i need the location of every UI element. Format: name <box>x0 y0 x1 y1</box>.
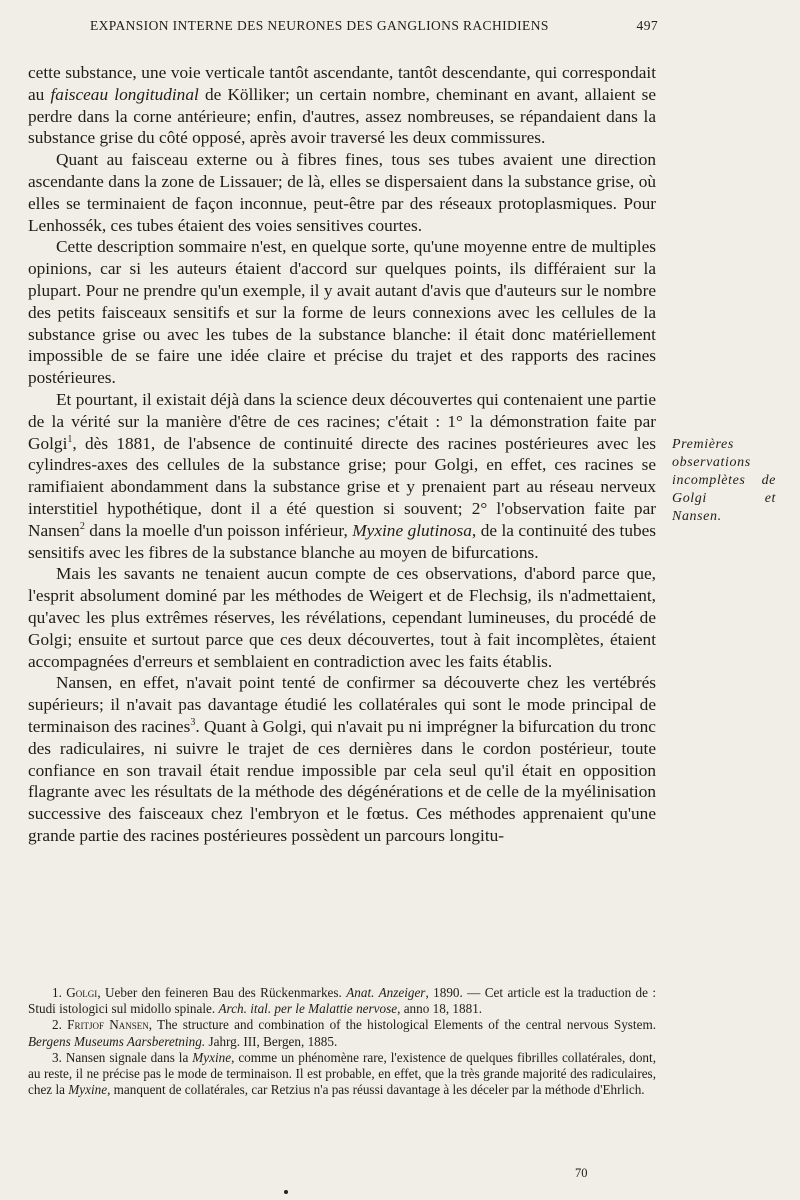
footnote-author: Fritjof Nansen <box>67 1017 149 1033</box>
footnote-number: 3. <box>52 1049 62 1065</box>
text-run: Nansen, en effet, n'avait point tenté de confirmer sa découverte chez les vertébrés supérieurs; il n'avait pas davantage étudié les collatérales qui sont le mode principal de terminaison des racines <box>28 673 656 736</box>
text-run: , de la continuité des tubes sensitifs avec les fibres de la substance blanche au moyen de bifurcations. <box>28 520 656 562</box>
text-run: . Quant à Golgi, qui n'avait pu ni imprégner la bifurcation du tronc des radiculaires, ni suivre le trajet de ces dernières dans le cordon postérieur, toute confiance en son travail était rendue impossible par cela seul qu'il était en opposition flagrante avec les résultats de la méthode des dégénérations et de celle de la myélinisation successive des faisceaux chez l'embryon et le fœtus. Ces méthodes apprenaient qu'une grande partie des racines postérieures possèdent un parcours longitu- <box>28 716 656 845</box>
italic-species: Myxine <box>192 1049 232 1065</box>
paragraph-2: Quant au faisceau externe ou à fibres fines, tous ses tubes avaient une direction ascendante dans la zone de Lissauer; de là, elles se dispersaient dans la substance grise, où elles se terminaient de façon inconnue, peut-être par des réseaux protoplasmiques. Pour Lenhossék, ces tubes étaient des voies sensitives courtes. <box>28 150 656 235</box>
text-run: , manquent de collatérales, car Retzius n'a pas réussi davantage à les déceler par la méthode d'Ehrlich. <box>107 1082 645 1098</box>
footnote-number: 1. <box>52 985 62 1000</box>
paragraph-3: Cette description sommaire n'est, en quelque sorte, qu'une moyenne entre de multiples opinions, car si les auteurs étaient d'accord sur quelques points, ils différaient sur la plupart. Pour ne prendre qu'un exemple, il y avait autant d'avis que d'auteurs sur le nombre des petits faisceaux sensitifs et sur la forme de leurs connexions avec les cellules de la substance grise ou avec les tubes de la substance blanche: il était donc matériellement impossible de se faire une idée claire et précise du trajet et des rapports des racines postérieures. <box>28 237 656 388</box>
journal-title: Arch. ital. per le Malattie nervose <box>218 1001 398 1017</box>
journal-title: Bergens Museums Aarsberetning. <box>28 1033 206 1049</box>
footnote-ref-2: 2 <box>79 520 85 532</box>
footnote-1 <box>28 985 656 1017</box>
footnote-author: Golgi <box>66 985 98 1000</box>
main-text <box>28 62 656 847</box>
journal-title: Anat. Anzeiger <box>346 985 426 1000</box>
footnote-ref-1: 1 <box>67 433 73 445</box>
text-run: Jahrg. III, Bergen, 1885. <box>205 1033 338 1049</box>
footnote-ref-3: 3 <box>190 717 196 729</box>
text-run: , anno 18, 1881. <box>397 1001 483 1017</box>
ink-dot <box>284 1190 288 1194</box>
margin-note: Premières observations incomplètes de Golgi et Nansen. <box>672 437 776 524</box>
text-run: , comme un phénomène rare, l'existence de quelques fibrilles collatérales, dont, au reste, il ne précise pas le mode de terminaison. Il est probable, en effet, que la très grande majorité des radiculaires, chez la <box>28 1049 656 1098</box>
text-run: cette substance, une voie verticale tantôt ascendante, tantôt descendante, qui correspondait au <box>28 63 656 104</box>
paragraph-5: Mais les savants ne tenaient aucun compte de ces observations, d'abord parce que, l'esprit absolument dominé par les méthodes de Weigert et de Flechsig, ils n'admettaient, qu'avec les plus extrêmes réserves, les révélations, cependant lumineuses, du procédé de Golgi; ensuite et surtout parce que ces deux découvertes, tout à fait incomplètes, étaient accompagnées d'erreurs et semblaient en contradiction avec les faits établis. <box>28 564 656 671</box>
footnote-number: 2. <box>52 1017 62 1033</box>
text-run: dans la moelle d'un poisson inférieur, <box>84 520 353 540</box>
text-run: , 1890. — Cet article est la traduction de : Studi istologici sul midollo spinale. <box>28 985 657 1017</box>
text-run: Et pourtant, il existait déjà dans la science deux découvertes qui contenaient une partie de la vérité sur la manière d'être de ces racines; c'était : 1° la démonstration faite par Golgi <box>28 389 656 453</box>
paragraph-1 <box>28 62 656 149</box>
italic-species: Myxine glutinosa <box>352 520 472 540</box>
running-title: EXPANSION INTERNE DES NEURONES DES GANGLIONS RACHIDIENS <box>90 18 549 33</box>
printer-signature: 70 <box>575 1166 588 1180</box>
footnote-2 <box>28 1017 656 1049</box>
paragraph-4 <box>28 389 656 563</box>
footnote-3 <box>28 1050 656 1099</box>
text-run: de Kölliker; un certain nombre, cheminant en avant, allaient se perdre dans la corne antérieure; enfin, d'autres, assez nombreuses, se répandaient dans la substance grise du côté opposé, après avoir traversé les deux commissures. <box>28 84 656 148</box>
footnotes <box>28 985 656 1098</box>
text-run: , The structure and combination of the histological Elements of the central nervous System. <box>148 1017 656 1033</box>
paragraph-6 <box>28 672 656 846</box>
text-run: , dès 1881, de l'absence de continuité directe des racines postérieures avec les cylindres-axes des cellules de la substance grise; pour Golgi, en effet, ces racines se ramifiaient abondamment dans la substance grise et y prenaient part au réseau nerveux interstitiel hypothétique, dont il a été question si souvent; 2° l'observation faite par Nansen <box>28 433 656 540</box>
page-number: 497 <box>636 18 658 33</box>
italic-species: Myxine <box>68 1082 108 1098</box>
text-run: Nansen signale dans la <box>65 1049 193 1065</box>
text-run: , Ueber den feineren Bau des Rückenmarkes. <box>97 985 347 1000</box>
italic-term: faisceau longitudinal <box>50 84 199 104</box>
